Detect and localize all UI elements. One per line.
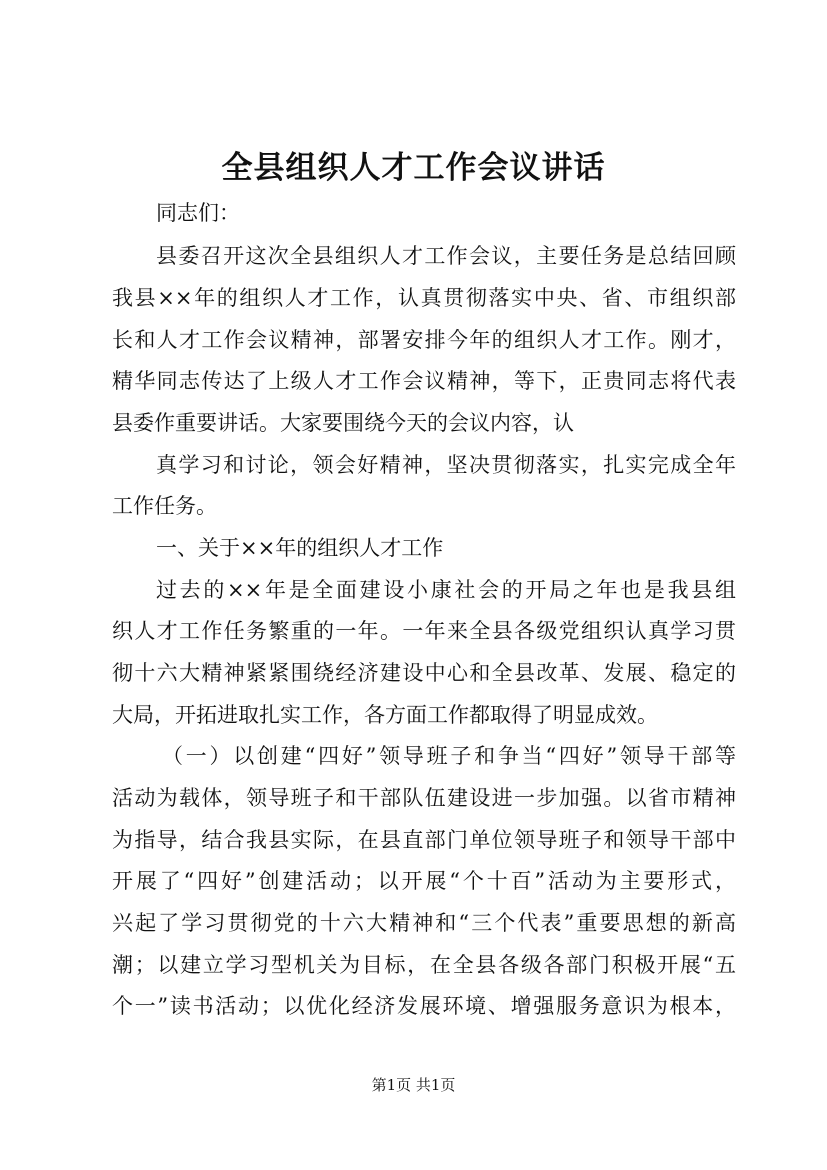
section-heading: 一、关于××年的组织人才工作: [156, 536, 444, 560]
paragraph-line: 真学习和讨论，领会好精神，坚决贯彻落实，扎实完成全年: [156, 453, 736, 477]
page-title: 全县组织人才工作会议讲话: [221, 150, 606, 186]
paragraph-line: （一）以创建“四好”领导班子和争当“四好”领导干部等: [162, 744, 736, 768]
paragraph-line: 长和人才工作会议精神，部署安排今年的组织人才工作。刚才，: [112, 328, 736, 352]
paragraph-line: 织人才工作任务繁重的一年。一年来全县各级党组织认真学习贯: [112, 619, 736, 643]
paragraph-line: 个一”读书活动；以优化经济发展环境、增强服务意识为根本，: [112, 994, 736, 1018]
paragraph-line: 潮；以建立学习型机关为目标，在全县各级各部门积极开展“五: [112, 953, 736, 977]
paragraph-line: 工作任务。: [112, 494, 217, 518]
paragraph-line: 大局，开拓进取扎实工作，各方面工作都取得了明显成效。: [112, 703, 658, 727]
page-number: 第1页 共1页: [371, 1076, 456, 1094]
paragraph-line: 过去的××年是全面建设小康社会的开局之年也是我县组: [156, 578, 736, 602]
paragraph-line: 开展了“四好”创建活动；以开展“个十百”活动为主要形式，: [112, 869, 736, 893]
paragraph-line: 兴起了学习贯彻党的十六大精神和“三个代表”重要思想的新高: [112, 911, 736, 935]
paragraph-line: 精华同志传达了上级人才工作会议精神，等下，正贵同志将代表: [112, 369, 736, 393]
paragraph-line: 县委作重要讲话。大家要围绕今天的会议内容，认: [112, 411, 574, 435]
paragraph-line: 我县××年的组织人才工作，认真贯彻落实中央、省、市组织部: [112, 286, 736, 310]
paragraph-line: 为指导，结合我县实际，在县直部门单位领导班子和领导干部中: [112, 828, 736, 852]
paragraph-line: 县委召开这次全县组织人才工作会议，主要任务是总结回顾: [156, 244, 736, 268]
paragraph-line: 彻十六大精神紧紧围绕经济建设中心和全县改革、发展、稳定的: [112, 661, 736, 685]
salutation: 同志们：: [156, 201, 240, 225]
paragraph-line: 活动为载体，领导班子和干部队伍建设进一步加强。以省市精神: [112, 786, 736, 810]
